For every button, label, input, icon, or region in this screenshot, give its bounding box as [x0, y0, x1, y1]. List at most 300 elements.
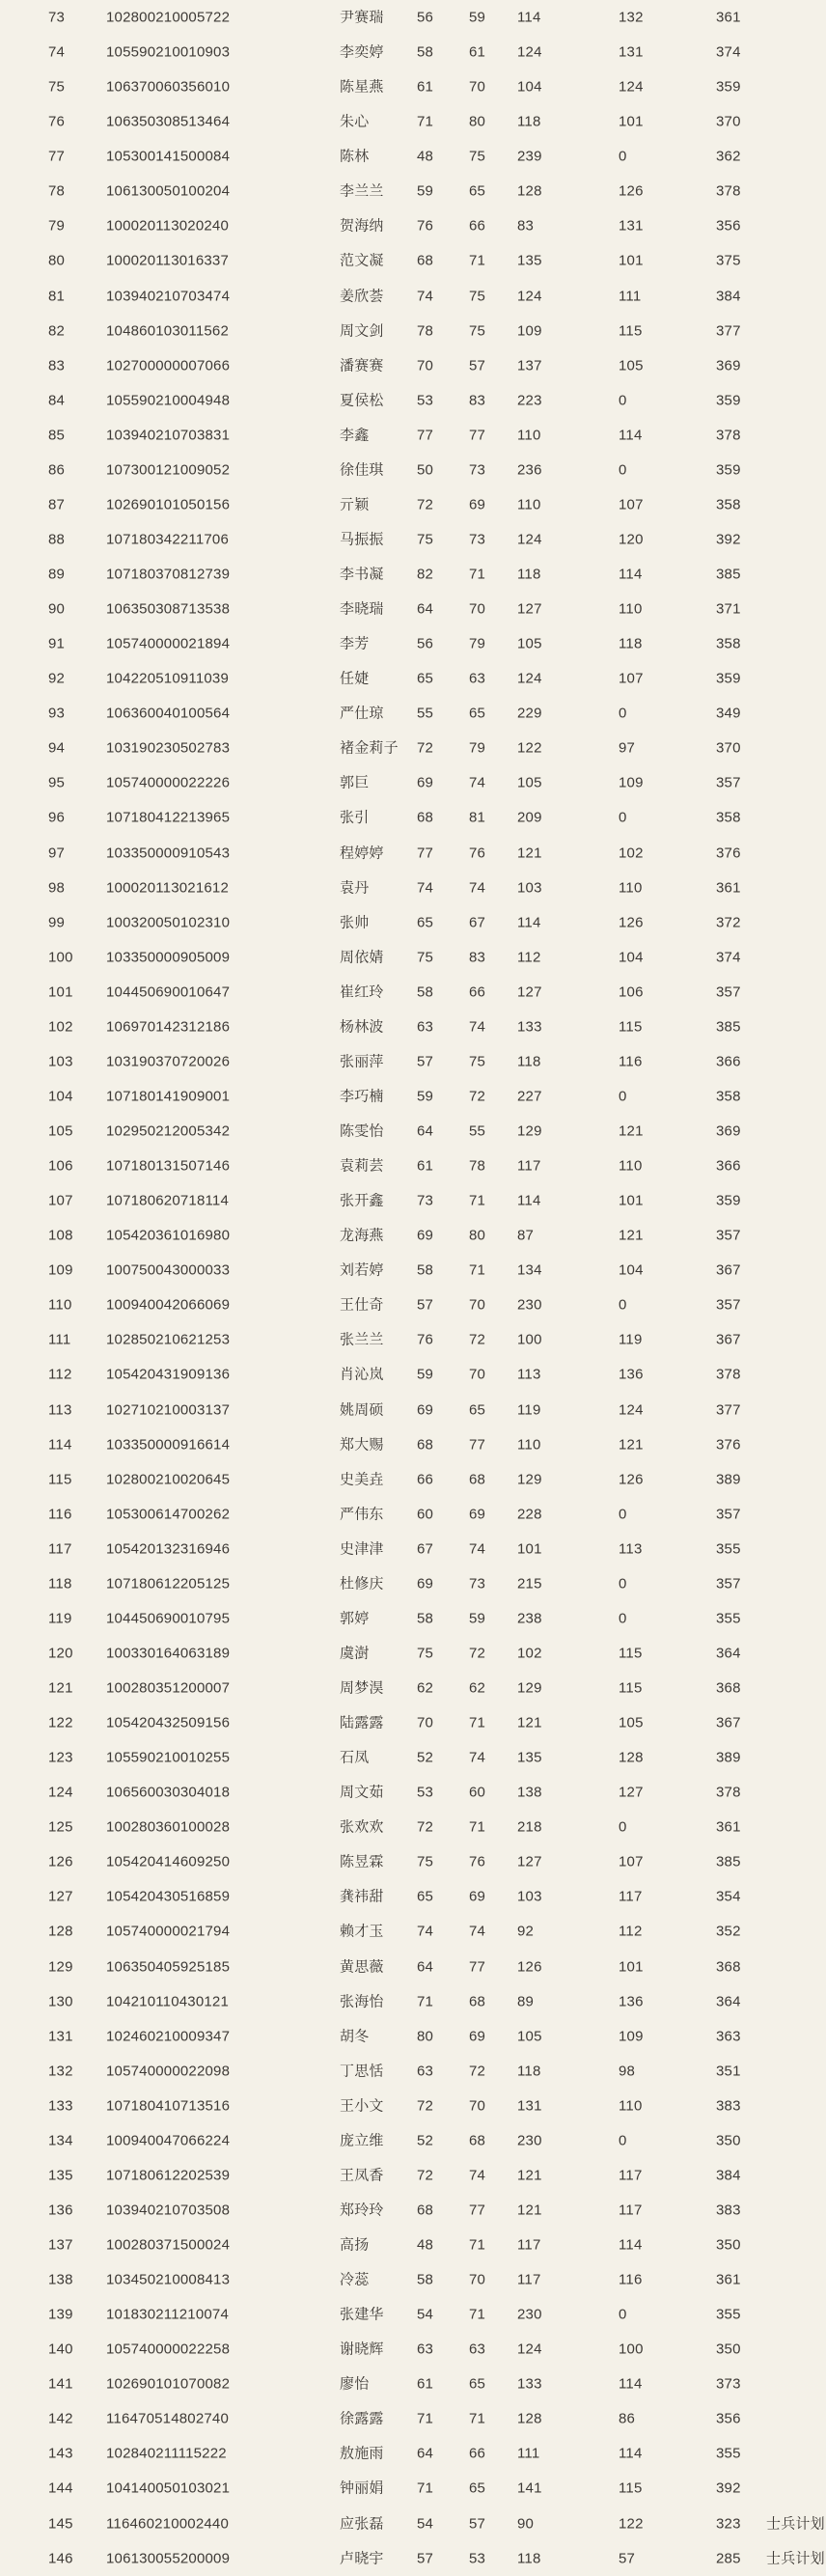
- candidate-name-cell: 史美垚: [340, 1471, 384, 1488]
- score3-cell: 118: [517, 113, 541, 130]
- candidate-name-cell: 褚金莉子: [340, 739, 399, 757]
- score3-cell: 236: [517, 461, 542, 479]
- score1-cell: 77: [417, 427, 434, 444]
- candidate-name-cell: 袁丹: [340, 879, 370, 897]
- score4-cell: 110: [619, 1157, 643, 1175]
- score1-cell: 52: [417, 1749, 434, 1766]
- score1-cell: 72: [417, 739, 434, 757]
- score1-cell: 82: [417, 566, 434, 583]
- candidate-id-cell: 105420432509156: [106, 1714, 231, 1731]
- score4-cell: 57: [619, 2550, 636, 2567]
- score4-cell: 109: [619, 2028, 644, 2045]
- candidate-name-cell: 杜修庆: [340, 1575, 384, 1593]
- score4-cell: 104: [619, 1261, 644, 1279]
- table-row: [0, 2019, 826, 2054]
- candidate-name-cell: 张开鑫: [340, 1192, 384, 1209]
- candidate-id-cell: 102800210020645: [106, 1471, 231, 1488]
- rank-cell: 100: [48, 949, 73, 966]
- score4-cell: 115: [619, 322, 643, 340]
- candidate-id-cell: 102700000007066: [106, 357, 231, 374]
- candidate-name-cell: 龙海燕: [340, 1227, 384, 1244]
- rank-cell: 127: [48, 1888, 73, 1905]
- candidate-id-cell: 105420361016980: [106, 1227, 231, 1244]
- table-row: [0, 1010, 826, 1044]
- candidate-name-cell: 陆露露: [340, 1714, 384, 1731]
- candidate-id-cell: 107180141909001: [106, 1088, 231, 1105]
- score1-cell: 58: [417, 1610, 434, 1627]
- candidate-id-cell: 102690101070082: [106, 2375, 231, 2393]
- rank-cell: 89: [48, 566, 66, 583]
- total-score-cell: 376: [716, 845, 741, 862]
- table-row: [0, 2401, 826, 2436]
- table-row: [0, 1462, 826, 1497]
- score2-cell: 65: [469, 2375, 486, 2393]
- score2-cell: 77: [469, 427, 486, 444]
- candidate-id-cell: 103350000905009: [106, 949, 231, 966]
- score4-cell: 121: [619, 1122, 644, 1140]
- candidate-id-cell: 103350000916614: [106, 1436, 231, 1454]
- score4-cell: 127: [619, 1784, 644, 1801]
- total-score-cell: 358: [716, 635, 741, 652]
- total-score-cell: 356: [716, 217, 741, 235]
- candidate-id-cell: 103450210008413: [106, 2271, 231, 2288]
- rank-cell: 135: [48, 2167, 73, 2184]
- candidate-name-cell: 贺海纳: [340, 217, 384, 235]
- score1-cell: 52: [417, 2132, 434, 2149]
- candidate-id-cell: 100940047066224: [106, 2132, 231, 2149]
- candidate-name-cell: 徐露露: [340, 2410, 384, 2427]
- total-score-cell: 377: [716, 322, 741, 340]
- score2-cell: 61: [469, 43, 486, 61]
- score1-cell: 70: [417, 1714, 434, 1731]
- total-score-cell: 352: [716, 1923, 741, 1940]
- score2-cell: 65: [469, 705, 486, 722]
- score2-cell: 72: [469, 1088, 486, 1105]
- candidate-name-cell: 周文茹: [340, 1784, 384, 1801]
- candidate-id-cell: 100940042066069: [106, 1296, 231, 1314]
- score2-cell: 74: [469, 774, 486, 791]
- candidate-name-cell: 敖施雨: [340, 2445, 384, 2462]
- score2-cell: 70: [469, 78, 486, 96]
- total-score-cell: 357: [716, 1575, 741, 1593]
- table-row: [0, 348, 826, 383]
- rank-cell: 93: [48, 705, 66, 722]
- table-row: [0, 1810, 826, 1844]
- rank-cell: 99: [48, 914, 66, 931]
- total-score-cell: 367: [716, 1261, 741, 1279]
- score2-cell: 71: [469, 566, 486, 583]
- table-row: [0, 1879, 826, 1914]
- score4-cell: 115: [619, 2479, 643, 2497]
- table-row: [0, 1253, 826, 1288]
- total-score-cell: 364: [716, 1645, 741, 1662]
- rank-cell: 76: [48, 113, 66, 130]
- score2-cell: 72: [469, 1645, 486, 1662]
- table-row: [0, 1601, 826, 1636]
- score4-cell: 0: [619, 1088, 627, 1105]
- candidate-id-cell: 100280351200007: [106, 1679, 231, 1697]
- score4-cell: 114: [619, 2375, 643, 2393]
- score3-cell: 229: [517, 705, 542, 722]
- candidate-id-cell: 100330164063189: [106, 1645, 231, 1662]
- table-row: [0, 800, 826, 835]
- rank-cell: 85: [48, 427, 66, 444]
- table-row: [0, 1079, 826, 1114]
- score1-cell: 71: [417, 1993, 434, 2010]
- rank-cell: 86: [48, 461, 66, 479]
- rank-cell: 95: [48, 774, 66, 791]
- candidate-id-cell: 103940210703508: [106, 2202, 231, 2219]
- candidate-name-cell: 周梦淏: [340, 1679, 384, 1697]
- score4-cell: 112: [619, 1923, 643, 1940]
- score3-cell: 230: [517, 2132, 542, 2149]
- score4-cell: 0: [619, 809, 627, 826]
- rank-cell: 75: [48, 78, 66, 96]
- table-row: [0, 2541, 826, 2576]
- table-row: [0, 2089, 826, 2123]
- total-score-cell: 366: [716, 1157, 741, 1175]
- score1-cell: 63: [417, 2341, 434, 2358]
- candidate-name-cell: 谢晓辉: [340, 2341, 384, 2358]
- score3-cell: 118: [517, 2550, 541, 2567]
- table-row: [0, 1844, 826, 1879]
- score2-cell: 69: [469, 1888, 486, 1905]
- table-row: [0, 2507, 826, 2541]
- table-row: [0, 2367, 826, 2401]
- score2-cell: 71: [469, 2306, 486, 2323]
- candidate-name-cell: 陈星燕: [340, 78, 384, 96]
- table-row: [0, 1984, 826, 2019]
- rank-cell: 124: [48, 1784, 73, 1801]
- candidate-name-cell: 马振振: [340, 531, 384, 548]
- score1-cell: 64: [417, 1122, 434, 1140]
- score4-cell: 131: [619, 217, 644, 235]
- score4-cell: 114: [619, 566, 643, 583]
- score4-cell: 117: [619, 2167, 643, 2184]
- total-score-cell: 385: [716, 566, 741, 583]
- score1-cell: 74: [417, 1923, 434, 1940]
- score4-cell: 97: [619, 739, 636, 757]
- total-score-cell: 368: [716, 1958, 741, 1976]
- score4-cell: 115: [619, 1645, 643, 1662]
- score3-cell: 89: [517, 1993, 535, 2010]
- candidate-name-cell: 钟丽娟: [340, 2479, 384, 2497]
- candidate-name-cell: 严伟东: [340, 1506, 384, 1523]
- table-row: [0, 2193, 826, 2228]
- score3-cell: 230: [517, 1296, 542, 1314]
- table-row: [0, 104, 826, 139]
- candidate-name-cell: 程婷婷: [340, 845, 384, 862]
- score2-cell: 70: [469, 1296, 486, 1314]
- candidate-id-cell: 103190230502783: [106, 739, 231, 757]
- score4-cell: 98: [619, 2063, 636, 2080]
- score1-cell: 54: [417, 2306, 434, 2323]
- table-row: [0, 2158, 826, 2193]
- score2-cell: 70: [469, 2097, 486, 2115]
- score1-cell: 75: [417, 1645, 434, 1662]
- score1-cell: 71: [417, 113, 434, 130]
- total-score-cell: 357: [716, 983, 741, 1001]
- candidate-name-cell: 李兰兰: [340, 182, 384, 200]
- candidate-id-cell: 100320050102310: [106, 914, 231, 931]
- score1-cell: 57: [417, 1296, 434, 1314]
- score4-cell: 110: [619, 879, 643, 897]
- candidate-id-cell: 106370060356010: [106, 78, 231, 96]
- table-row: [0, 940, 826, 975]
- table-row: [0, 1114, 826, 1149]
- score1-cell: 61: [417, 78, 434, 96]
- score4-cell: 118: [619, 635, 643, 652]
- score1-cell: 72: [417, 2097, 434, 2115]
- rank-cell: 136: [48, 2202, 73, 2219]
- score1-cell: 68: [417, 809, 434, 826]
- score4-cell: 0: [619, 1506, 627, 1523]
- candidate-name-cell: 任婕: [340, 670, 370, 687]
- candidate-name-cell: 王凤香: [340, 2167, 384, 2184]
- score3-cell: 223: [517, 392, 542, 409]
- candidate-name-cell: 张建华: [340, 2306, 384, 2323]
- score2-cell: 77: [469, 1958, 486, 1976]
- total-score-cell: 374: [716, 43, 741, 61]
- total-score-cell: 378: [716, 427, 741, 444]
- score2-cell: 77: [469, 2202, 486, 2219]
- score3-cell: 131: [517, 2097, 542, 2115]
- score3-cell: 105: [517, 2028, 542, 2045]
- candidate-id-cell: 101830211210074: [106, 2306, 230, 2323]
- table-row: [0, 1532, 826, 1566]
- score4-cell: 111: [619, 288, 642, 305]
- table-row: [0, 2123, 826, 2158]
- score1-cell: 57: [417, 1053, 434, 1070]
- rank-cell: 88: [48, 531, 66, 548]
- score3-cell: 118: [517, 1053, 541, 1070]
- candidate-name-cell: 陈昱霖: [340, 1853, 384, 1870]
- score2-cell: 80: [469, 1227, 486, 1244]
- score3-cell: 137: [517, 357, 542, 374]
- score3-cell: 103: [517, 879, 542, 897]
- candidate-name-cell: 李鑫: [340, 427, 370, 444]
- rank-cell: 138: [48, 2271, 73, 2288]
- candidate-name-cell: 崔红玲: [340, 983, 384, 1001]
- rank-cell: 132: [48, 2063, 73, 2080]
- candidate-id-cell: 106560030304018: [106, 1784, 231, 1801]
- table-row: [0, 592, 826, 626]
- rank-cell: 92: [48, 670, 66, 687]
- rank-cell: 111: [48, 1331, 71, 1348]
- table-row: [0, 975, 826, 1010]
- total-score-cell: 370: [716, 113, 741, 130]
- candidate-id-cell: 107180620718114: [106, 1192, 230, 1209]
- total-score-cell: 350: [716, 2341, 741, 2358]
- table-row: [0, 1950, 826, 1984]
- score1-cell: 69: [417, 1227, 434, 1244]
- total-score-cell: 351: [716, 2063, 741, 2080]
- candidate-id-cell: 105740000021794: [106, 1923, 231, 1940]
- table-row: [0, 1044, 826, 1079]
- rank-cell: 131: [48, 2028, 73, 2045]
- rank-cell: 139: [48, 2306, 73, 2323]
- total-score-cell: 359: [716, 670, 741, 687]
- score2-cell: 80: [469, 113, 486, 130]
- table-row: [0, 905, 826, 940]
- table-row: [0, 1705, 826, 1740]
- candidate-name-cell: 肖沁岚: [340, 1366, 384, 1383]
- table-row: [0, 661, 826, 696]
- rank-cell: 137: [48, 2236, 73, 2254]
- score2-cell: 62: [469, 1679, 486, 1697]
- candidate-name-cell: 王仕奇: [340, 1296, 384, 1314]
- score1-cell: 72: [417, 2167, 434, 2184]
- rank-cell: 146: [48, 2550, 73, 2567]
- total-score-cell: 366: [716, 1053, 741, 1070]
- score4-cell: 0: [619, 392, 627, 409]
- table-row: [0, 1288, 826, 1322]
- rank-cell: 106: [48, 1157, 73, 1175]
- score1-cell: 63: [417, 2063, 434, 2080]
- score3-cell: 110: [517, 496, 541, 513]
- score1-cell: 68: [417, 2202, 434, 2219]
- score4-cell: 132: [619, 9, 644, 26]
- total-score-cell: 373: [716, 2375, 741, 2393]
- candidate-id-cell: 104220510911039: [106, 670, 230, 687]
- table-row: [0, 1740, 826, 1775]
- table-row: [0, 836, 826, 871]
- rank-cell: 119: [48, 1610, 72, 1627]
- score2-cell: 65: [469, 2479, 486, 2497]
- table-row: [0, 1775, 826, 1810]
- total-score-cell: 375: [716, 252, 741, 269]
- score2-cell: 71: [469, 252, 486, 269]
- total-score-cell: 369: [716, 357, 741, 374]
- score3-cell: 114: [517, 9, 541, 26]
- score3-cell: 117: [517, 2236, 541, 2254]
- total-score-cell: 392: [716, 531, 741, 548]
- rank-cell: 94: [48, 739, 66, 757]
- candidate-name-cell: 陈雯怡: [340, 1122, 384, 1140]
- score4-cell: 126: [619, 914, 644, 931]
- score4-cell: 122: [619, 2515, 644, 2533]
- score2-cell: 71: [469, 1818, 486, 1836]
- total-score-cell: 377: [716, 1401, 741, 1419]
- total-score-cell: 392: [716, 2479, 741, 2497]
- score1-cell: 61: [417, 2375, 434, 2393]
- rank-cell: 115: [48, 1471, 72, 1488]
- score3-cell: 126: [517, 1958, 542, 1976]
- score1-cell: 53: [417, 1784, 434, 1801]
- score1-cell: 65: [417, 670, 434, 687]
- score3-cell: 118: [517, 2063, 541, 2080]
- total-score-cell: 357: [716, 774, 741, 791]
- score4-cell: 128: [619, 1749, 644, 1766]
- total-score-cell: 367: [716, 1714, 741, 1731]
- rank-cell: 134: [48, 2132, 73, 2149]
- score1-cell: 75: [417, 1853, 434, 1870]
- table-row: [0, 731, 826, 765]
- candidate-name-cell: 亓颖: [340, 496, 370, 513]
- score4-cell: 114: [619, 2236, 643, 2254]
- table-row: [0, 1149, 826, 1183]
- candidate-name-cell: 郑大赐: [340, 1436, 384, 1454]
- score3-cell: 124: [517, 43, 542, 61]
- score3-cell: 114: [517, 914, 541, 931]
- score2-cell: 71: [469, 2236, 486, 2254]
- score4-cell: 113: [619, 1540, 643, 1558]
- rank-cell: 122: [48, 1714, 73, 1731]
- score2-cell: 74: [469, 1540, 486, 1558]
- total-score-cell: 359: [716, 1192, 741, 1209]
- table-row: [0, 243, 826, 278]
- total-score-cell: 361: [716, 9, 741, 26]
- score4-cell: 107: [619, 496, 644, 513]
- score4-cell: 104: [619, 949, 644, 966]
- score3-cell: 113: [517, 1366, 541, 1383]
- table-row: [0, 1427, 826, 1462]
- score2-cell: 79: [469, 635, 486, 652]
- rank-cell: 144: [48, 2479, 73, 2497]
- score2-cell: 75: [469, 1053, 486, 1070]
- candidate-id-cell: 102850210621253: [106, 1331, 231, 1348]
- candidate-id-cell: 105740000022098: [106, 2063, 231, 2080]
- candidate-id-cell: 106130050100204: [106, 182, 231, 200]
- candidate-name-cell: 庞立维: [340, 2132, 384, 2149]
- score1-cell: 69: [417, 1401, 434, 1419]
- score2-cell: 83: [469, 949, 486, 966]
- score4-cell: 116: [619, 1053, 643, 1070]
- score2-cell: 69: [469, 1506, 486, 1523]
- score3-cell: 103: [517, 1888, 542, 1905]
- candidate-name-cell: 张帅: [340, 914, 370, 931]
- candidate-id-cell: 102950212005342: [106, 1122, 231, 1140]
- rank-cell: 129: [48, 1958, 73, 1976]
- score3-cell: 127: [517, 1853, 542, 1870]
- score2-cell: 72: [469, 2063, 486, 2080]
- score3-cell: 122: [517, 739, 542, 757]
- score1-cell: 78: [417, 322, 434, 340]
- score4-cell: 114: [619, 427, 643, 444]
- score1-cell: 56: [417, 9, 434, 26]
- candidate-name-cell: 史津津: [340, 1540, 384, 1558]
- candidate-name-cell: 杨林波: [340, 1018, 384, 1036]
- candidate-id-cell: 103940210703474: [106, 288, 231, 305]
- rank-cell: 130: [48, 1993, 73, 2010]
- score2-cell: 55: [469, 1122, 486, 1140]
- score2-cell: 83: [469, 392, 486, 409]
- score3-cell: 121: [517, 845, 542, 862]
- score4-cell: 109: [619, 774, 644, 791]
- score3-cell: 230: [517, 2306, 542, 2323]
- total-score-cell: 350: [716, 2236, 741, 2254]
- score3-cell: 124: [517, 2341, 542, 2358]
- candidate-id-cell: 107300121009052: [106, 461, 231, 479]
- rank-cell: 142: [48, 2410, 73, 2427]
- rank-cell: 78: [48, 182, 66, 200]
- score3-cell: 105: [517, 774, 542, 791]
- score3-cell: 110: [517, 1436, 541, 1454]
- score2-cell: 57: [469, 2515, 486, 2533]
- score4-cell: 0: [619, 148, 627, 165]
- table-row: [0, 557, 826, 592]
- candidate-name-cell: 张引: [340, 809, 370, 826]
- candidate-name-cell: 卢晓宇: [340, 2550, 384, 2567]
- score3-cell: 119: [517, 1401, 541, 1419]
- score2-cell: 74: [469, 1923, 486, 1940]
- score4-cell: 119: [619, 1331, 643, 1348]
- note-cell: 士兵计划: [766, 2550, 825, 2567]
- candidate-id-cell: 105300141500084: [106, 148, 231, 165]
- rank-cell: 109: [48, 1261, 73, 1279]
- score2-cell: 63: [469, 2341, 486, 2358]
- total-score-cell: 355: [716, 1610, 741, 1627]
